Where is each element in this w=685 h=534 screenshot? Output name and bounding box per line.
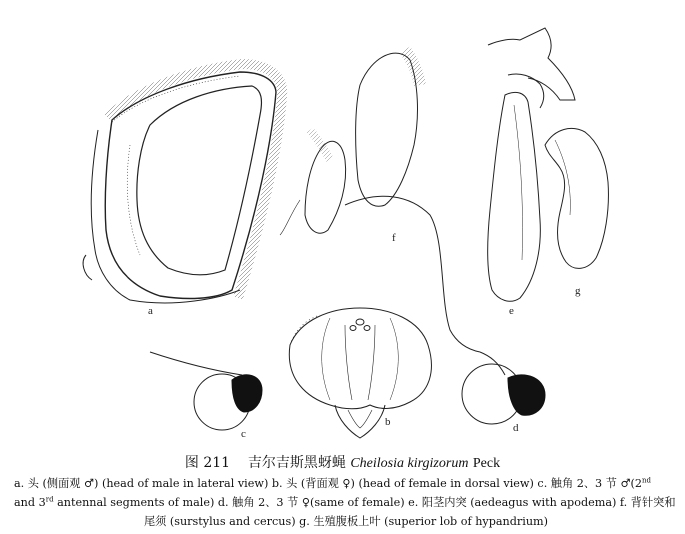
figure-caption-title <box>0 452 685 472</box>
panel-label-d: d <box>513 422 519 434</box>
species-latin-name: Cheilosia kirgizorum <box>350 456 469 471</box>
panel-label-c: c <box>241 428 246 440</box>
legend-line-2: and 3rd antennal segments of male) d. 触角 2、3 节 ♀(same of female) e. 阳茎内突 (aedeagus with apodema) f. 背针突和 <box>14 495 676 509</box>
panel-b-head-dorsal <box>289 308 431 438</box>
panel-label-e: e <box>509 305 514 317</box>
panel-d-antenna-female <box>462 352 545 424</box>
panel-label-a: a <box>148 305 153 317</box>
species-author: Peck <box>472 456 501 471</box>
legend-line-3: 尾须 (surstylus and cercus) g. 生殖腹板上叶 (superior lob of hypandrium) <box>143 515 549 528</box>
panel-f-surstylus-cercus <box>280 50 480 352</box>
legend-line-1: a. 头 (侧面观 ♂) (head of male in lateral view) b. 头 (背面观 ♀) (head of female in dorsal view) c. 触角 2、3 节 ♂(2nd <box>14 476 651 490</box>
species-chinese-name: 吉尔吉斯黑蚜蝇 <box>247 455 346 471</box>
panel-label-f: f <box>392 232 396 244</box>
panel-e-aedeagus <box>488 28 575 301</box>
panel-label-b: b <box>385 416 391 428</box>
panel-g-hypandrium-lobe <box>545 128 608 268</box>
panel-label-g: g <box>575 285 581 297</box>
figure-number: 图 211 <box>184 455 231 471</box>
figure-legend <box>14 474 678 531</box>
panel-c-antenna-male <box>150 352 262 430</box>
panel-a-head-lateral <box>83 64 282 303</box>
